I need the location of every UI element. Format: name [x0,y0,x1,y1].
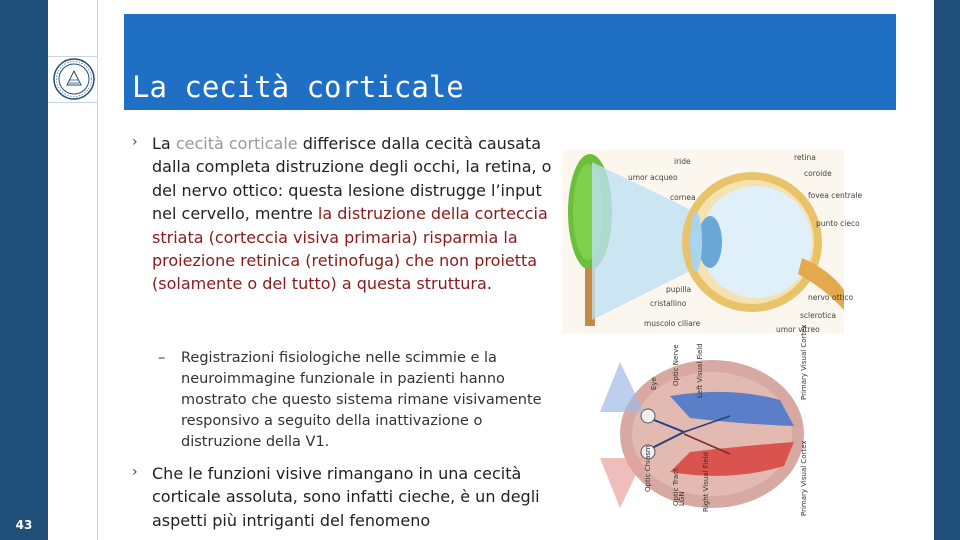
divider-line [97,0,98,540]
eye-label-muscolo-ciliare: muscolo ciliare [644,319,701,328]
logo-bottom-line [48,102,98,103]
left-rail [0,0,48,540]
slide-number: 43 [15,518,33,532]
brain-label-lgn: LGN [678,491,686,506]
bullet-1-emphasis: la distruzione della corteccia striata (corteccia visiva primaria) risparmia la proiezione retinica (retinofuga) che non proietta (solamente o del tutto) a questa struttura [152,204,548,294]
eye-label-retina: retina [794,153,816,162]
right-rail [934,0,960,540]
university-seal-icon [53,58,95,100]
eye-label-nervo-ottico: nervo ottico [808,293,854,302]
brain-label-v1-top: Primary Visual Cortex [800,324,808,400]
bullet-1-text [152,132,552,296]
eye-label-pupilla: pupilla [666,285,692,294]
bullet-1-lead: La [152,134,176,153]
bullet-1-plain: differisce dalla cecità causata dalla completa distruzione degli occhi, la retina, o del nervo ottico: questa lesione distrugge l’input nel cervello, mentre [152,134,552,224]
eye-label-umor-vitreo: umor vitreo [776,325,820,334]
sub-bullet-marker: – [158,350,166,366]
slide-title: La cecità corticale [132,70,464,104]
bullet-1-term: cecità corticale [175,134,298,153]
eye-label-cornea: cornea [670,193,696,202]
eye-label-iride: iride [674,157,691,166]
eye-label-coroide: coroide [804,169,832,178]
brain-label-right-visual-field: Right Visual Field [702,452,710,512]
brain-label-optic-tract: Optic Tract [672,468,680,506]
eye-label-punto-cieco: punto cieco [816,219,860,228]
eye-label-umor-acqueo: umor acqueo [628,173,678,182]
eye-label-cristallino: cristallino [650,299,687,308]
sub-bullet-text: Registrazioni fisiologiche nelle scimmie e la neuroimmagine funzionale in pazienti hanno mostrato che questo sistema rimane visivamente responsivo a seguito della inattivazione o distruzione della V1. [181,350,542,450]
eye-diagram [562,150,863,334]
brain-label-optic-nerve: Optic Nerve [672,344,680,386]
brain-label-left-visual-field: Left Visual Field [696,343,704,398]
bullet-1-tail: . [486,274,492,294]
logo-top-line [48,56,98,57]
brain-label-eye: Eye [650,377,658,390]
eye-label-sclerotica: sclerotica [800,311,836,320]
bullet-marker-1: › [132,134,138,150]
brain-label-optic-chiasm: Optic Chiasm [644,445,652,492]
bullet-2-text: Che le funzioni visive rimangano in una cecità corticale assoluta, sono infatti cieche, è un degli aspetti più intriganti del fenomeno [152,464,540,530]
eye-label-fovea: fovea centrale [808,191,863,200]
bullet-marker-2: › [132,464,138,480]
brain-label-v1-bottom: Primary Visual Cortex [800,440,808,516]
